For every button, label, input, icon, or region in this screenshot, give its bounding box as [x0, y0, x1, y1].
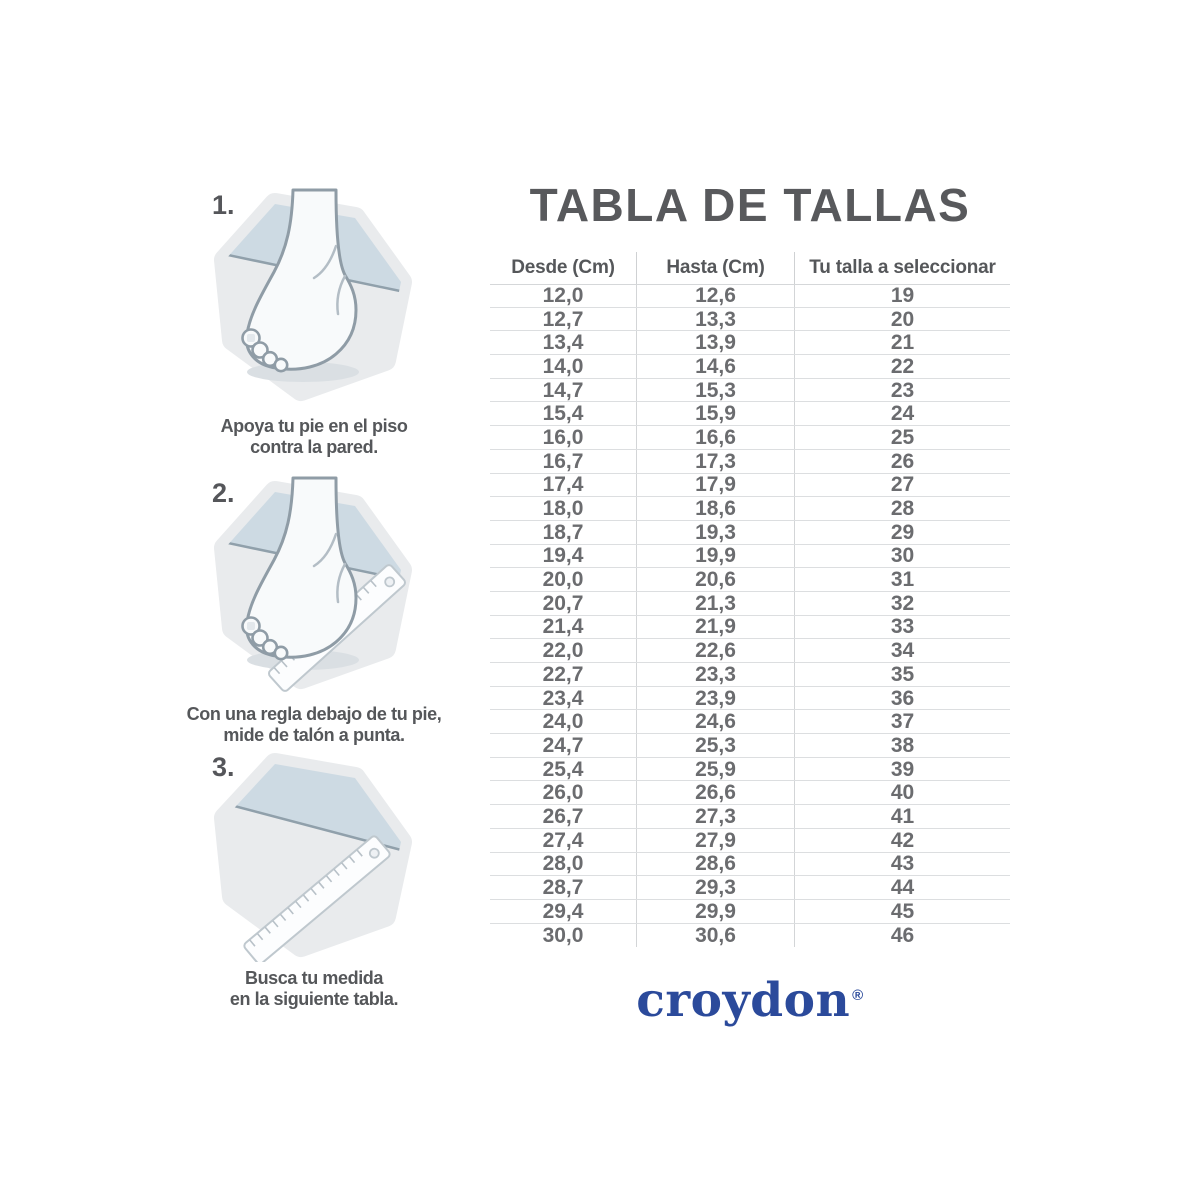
table-cell: 27,9 [637, 829, 795, 852]
table-cell: 14,0 [490, 355, 637, 378]
table-cell: 42 [890, 828, 915, 852]
table-cell: 18,0 [490, 497, 637, 520]
step-2-caption [168, 704, 460, 746]
page-title: TABLA DE TALLAS [529, 179, 971, 231]
table-cell: 16,6 [637, 426, 795, 449]
table-cell: 25,4 [490, 758, 637, 781]
table-cell: 19,9 [637, 545, 795, 568]
step-3 [168, 750, 460, 1010]
table-cell: 19 [890, 284, 915, 308]
registered-trademark-icon: ® [852, 986, 864, 1004]
table-cell: 27 [890, 473, 915, 497]
croydon-logo [480, 973, 1020, 1028]
table-cell: 40 [890, 781, 915, 805]
croydon-logo-text: croydon [636, 973, 851, 1029]
table-row [490, 924, 1010, 948]
table-cell: 41 [890, 804, 915, 828]
table-cell: 19,4 [490, 545, 637, 568]
table-cell: 26,7 [490, 805, 637, 828]
table-cell: 28,0 [490, 853, 637, 876]
table-header-row [490, 252, 1010, 284]
table-cell: 35 [890, 662, 915, 686]
table-cell: 24,6 [637, 710, 795, 733]
table-row [490, 687, 1010, 711]
table-row [490, 616, 1010, 640]
table-cell: 31 [890, 568, 915, 592]
table-cell: 12,7 [490, 308, 637, 331]
table-cell: 22,7 [490, 663, 637, 686]
table-cell: 17,4 [490, 474, 637, 497]
column-header-desde: Desde (Cm) [490, 252, 637, 284]
table-cell: 29,3 [637, 876, 795, 899]
table-cell: 21,4 [490, 616, 637, 639]
table-cell: 45 [890, 899, 915, 923]
table-cell: 28,7 [490, 876, 637, 899]
table-cell: 26,6 [637, 781, 795, 804]
table-cell: 14,7 [490, 379, 637, 402]
table-cell: 28 [890, 497, 915, 521]
table-cell: 17,3 [637, 450, 795, 473]
table-row [490, 402, 1010, 426]
table-row [490, 853, 1010, 877]
table-cell: 16,0 [490, 426, 637, 449]
table-cell: 29,4 [490, 900, 637, 923]
table-row [490, 734, 1010, 758]
table-cell: 19,3 [637, 521, 795, 544]
table-cell: 17,9 [637, 474, 795, 497]
step-2-number: 2. [212, 478, 235, 508]
table-cell: 13,4 [490, 331, 637, 354]
table-cell: 44 [890, 876, 915, 900]
table-cell: 20,6 [637, 568, 795, 591]
table-cell: 27,3 [637, 805, 795, 828]
table-cell: 24 [890, 402, 915, 426]
table-row [490, 876, 1010, 900]
table-cell: 23,3 [637, 663, 795, 686]
table-cell: 12,0 [490, 285, 637, 307]
table-cell: 18,7 [490, 521, 637, 544]
ruler-on-floor-icon [209, 750, 419, 962]
table-cell: 15,4 [490, 402, 637, 425]
table-cell: 43 [890, 852, 915, 876]
step-3-caption-line2: en la siguiente tabla. [229, 989, 399, 1010]
table-row [490, 497, 1010, 521]
table-cell: 25 [890, 425, 915, 449]
table-cell: 20 [890, 307, 915, 331]
table-row [490, 284, 1010, 308]
size-table [490, 252, 1010, 947]
table-cell: 20,0 [490, 568, 637, 591]
table-cell: 39 [890, 757, 915, 781]
table-cell: 34 [890, 639, 915, 663]
table-cell: 28,6 [637, 853, 795, 876]
table-row [490, 663, 1010, 687]
table-row [490, 355, 1010, 379]
step-1-caption-line2: contra la pared. [250, 437, 378, 458]
table-cell: 20,7 [490, 592, 637, 615]
table-row [490, 758, 1010, 782]
table-cell: 30,0 [490, 924, 637, 948]
table-cell: 36 [890, 686, 915, 710]
table-cell: 15,9 [637, 402, 795, 425]
step-3-number: 3. [212, 752, 235, 782]
step-1 [168, 188, 460, 458]
table-cell: 29,9 [637, 900, 795, 923]
table-cell: 26 [890, 449, 915, 473]
table-row [490, 308, 1010, 332]
size-table-panel [480, 178, 1020, 1028]
table-cell: 22,6 [637, 639, 795, 662]
table-cell: 22 [890, 354, 915, 378]
table-row [490, 781, 1010, 805]
table-cell: 26,0 [490, 781, 637, 804]
table-cell: 30 [890, 544, 915, 568]
table-cell: 29 [890, 520, 915, 544]
step-3-caption [168, 968, 460, 1010]
step-3-caption-line1: Busca tu medida [244, 968, 384, 988]
step-2-caption-line1: Con una regla debajo de tu pie, [186, 704, 442, 724]
column-header-talla: Tu talla a seleccionar [809, 257, 996, 278]
table-cell: 24,7 [490, 734, 637, 757]
step-2-caption-line2: mide de talón a punta. [223, 725, 405, 746]
foot-against-wall-icon [209, 188, 419, 410]
table-row [490, 474, 1010, 498]
table-row [490, 426, 1010, 450]
step-1-caption [168, 416, 460, 458]
table-row [490, 379, 1010, 403]
table-cell: 32 [890, 591, 915, 615]
table-cell: 23,4 [490, 687, 637, 710]
size-table-body [490, 284, 1010, 947]
table-cell: 16,7 [490, 450, 637, 473]
table-row [490, 900, 1010, 924]
foot-with-ruler-icon [209, 476, 419, 698]
table-cell: 21 [890, 331, 915, 355]
table-cell: 27,4 [490, 829, 637, 852]
table-row [490, 521, 1010, 545]
table-cell: 38 [890, 733, 915, 757]
column-header-hasta: Hasta (Cm) [637, 252, 795, 284]
table-row [490, 639, 1010, 663]
table-cell: 22,0 [490, 639, 637, 662]
table-row [490, 805, 1010, 829]
table-row [490, 829, 1010, 853]
table-row [490, 331, 1010, 355]
table-cell: 23 [890, 378, 915, 402]
table-cell: 25,9 [637, 758, 795, 781]
table-cell: 15,3 [637, 379, 795, 402]
table-row [490, 450, 1010, 474]
steps-column [168, 188, 460, 1028]
table-cell: 24,0 [490, 710, 637, 733]
table-cell: 21,9 [637, 616, 795, 639]
table-row [490, 710, 1010, 734]
step-1-number: 1. [212, 190, 235, 220]
table-cell: 13,3 [637, 308, 795, 331]
table-cell: 13,9 [637, 331, 795, 354]
table-cell: 14,6 [637, 355, 795, 378]
table-cell: 46 [890, 923, 915, 947]
table-row [490, 568, 1010, 592]
table-row [490, 592, 1010, 616]
table-cell: 18,6 [637, 497, 795, 520]
table-cell: 21,3 [637, 592, 795, 615]
table-cell: 12,6 [637, 285, 795, 307]
table-cell: 25,3 [637, 734, 795, 757]
table-cell: 23,9 [637, 687, 795, 710]
table-row [490, 545, 1010, 569]
table-cell: 30,6 [637, 924, 795, 948]
step-2 [168, 476, 460, 746]
table-cell: 33 [890, 615, 915, 639]
table-cell: 37 [890, 710, 915, 734]
step-1-caption-line1: Apoya tu pie en el piso [220, 416, 408, 436]
